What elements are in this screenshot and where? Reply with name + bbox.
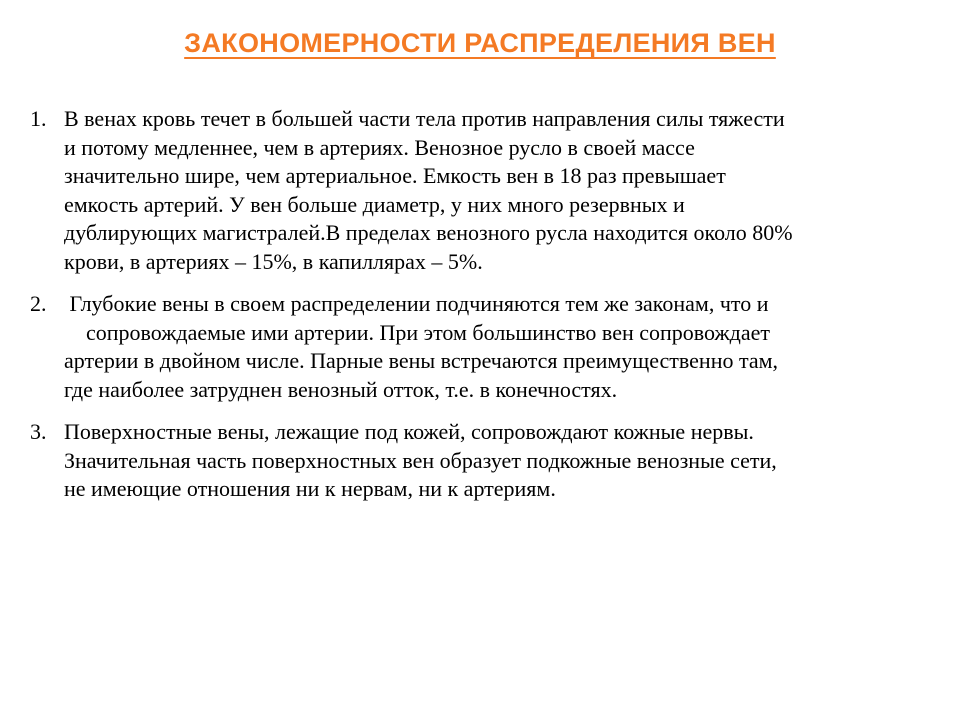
- list-item-line: дублирующих магистралей.В пределах венозного русла находится около 80%: [64, 220, 793, 245]
- list-item-line: емкость артерий. У вен больше диаметр, у них много резервных и: [64, 191, 685, 217]
- list-item-number: 2.: [30, 291, 47, 316]
- list-item-line: артерии в двойном числе. Парные вены встречаются преимущественно там,: [64, 348, 779, 373]
- list-item-number: 3.: [30, 419, 47, 444]
- list-item-line: не имеющие отношения ни к нервам, ни к артериям.: [64, 476, 556, 501]
- list-item-line: В венах кровь течет в большей части тела против направления силы тяжести: [64, 106, 785, 131]
- slide-title: ЗАКОНОМЕРНОСТИ РАСПРЕДЕЛЕНИЯ ВЕН: [184, 28, 776, 58]
- list-item-line: Поверхностные вены, лежащие под кожей, сопровождают кожные нервы.: [64, 419, 754, 444]
- list-item-3: [30, 418, 950, 504]
- list-item-line: Значительная часть поверхностных вен образует подкожные венозные сети,: [64, 447, 777, 473]
- list-item-line: и потому медленнее, чем в артериях. Венозное русло в своей массе: [64, 134, 695, 160]
- list-item-line: значительно шире, чем артериальное. Емкость вен в 18 раз превышает: [64, 163, 726, 188]
- list-item-line: сопровождаемые ими артерии. При этом большинство вен сопровождает: [64, 319, 770, 345]
- list-item-number: 1.: [30, 106, 47, 131]
- numbered-list: [30, 105, 950, 518]
- list-item-line: где наиболее затруднен венозный отток, т.е. в конечностях.: [64, 376, 618, 402]
- list-item-2: [30, 290, 950, 404]
- list-item-line: Глубокие вены в своем распределении подчиняются тем же законам, что и: [64, 291, 769, 316]
- list-item-1: [30, 105, 950, 276]
- list-item-line: крови, в артериях – 15%, в капиллярах – 5%.: [64, 248, 483, 274]
